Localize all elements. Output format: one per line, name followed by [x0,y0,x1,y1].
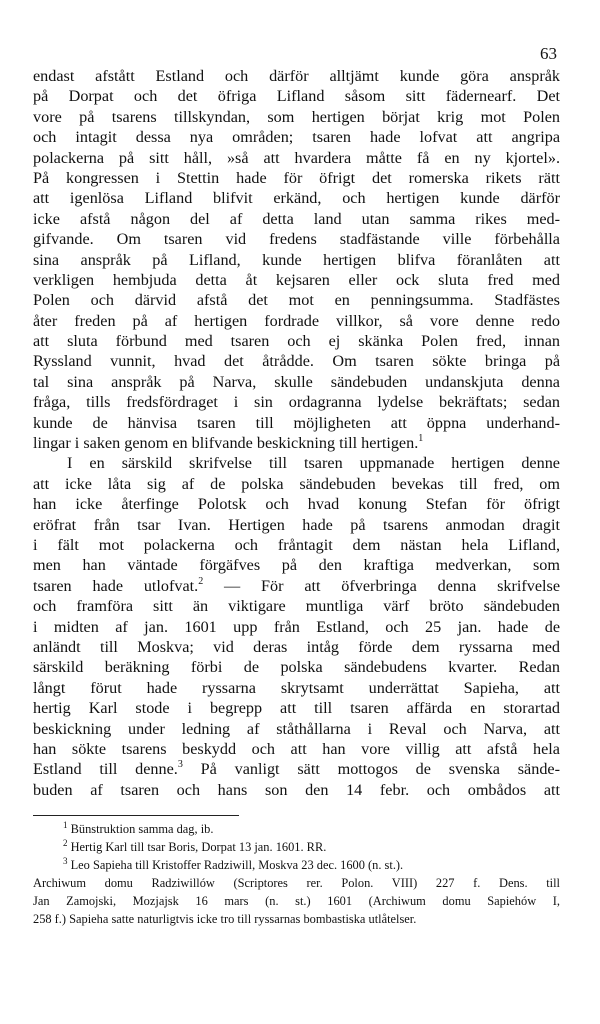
footnote-2 [33,838,560,856]
footnote-text: Bünstruktion samma dag, ib. [70,822,214,836]
text-line: i fält mot polackerna och fråntagit dem nästan hela Lifland, [33,535,560,554]
footnote-ref: 2 [198,575,204,587]
text-segment: lingar i saken genom en blifvande beskickning till hertigen. [33,434,419,453]
text-line: icke afstå någon del af detta land utan samma rikes med- [33,209,560,228]
text-line: vore på tsarens tillskyndan, som hertigen börjat krig mot Polen [33,107,560,126]
text-line: åter freden på af hertigen fordrade villkor, så vore denne redo [33,311,560,330]
text-line: och intagit dessa nya områden; tsaren hade lofvat att angripa [33,128,560,147]
footnote-3-continuation: Archiwum domu Radziwillów (Scriptores rer. Polon. VIII) 227 f. Dens. till [33,876,560,890]
text-line-paragraph-end [33,433,560,453]
text-line: att sluta förbund med tsaren och ej skänka Polen fred, innan [33,332,560,351]
footnote-1 [33,820,560,838]
footnote-text: Hertig Karl till tsar Boris, Dorpat 13 jan. 1601. RR. [70,840,327,854]
text-line: På kongressen i Stettin hade för öfrigt det romerska rikets rätt [33,168,560,187]
text-line: gifvande. Om tsaren vid fredens stadfästande ville förbehålla [33,230,560,249]
text-segment: På vanligt sätt mottogos de svenska sände- [200,760,561,779]
text-line: polackerna på sitt håll, »så att hvardera måtte få en ny kjortel». [33,148,560,167]
text-segment: — För att öfverbringa denna skrifvelse [224,576,560,595]
footnote-3-continuation: Jan Zamojski, Mozjajsk 16 mars (n. st.) 1601 (Archiwum domu Sapiehów I, [33,894,560,908]
text-line: eröfrat från tsar Ivan. Hertigen hade på tsarens anmodan dragit [33,515,560,534]
text-line: särskild beräkning förbi de polska sändebudens kvarter. Redan [33,658,560,677]
text-line: Ryssland vunnit, hvad det åtrådde. Om tsaren sökte bringa på [33,352,560,371]
footnote-ref: 3 [177,759,183,771]
text-line: tal sina anspråk på Narva, skulle sändebuden undanskjuta denna [33,372,560,391]
text-line: anländt till Moskva; vid deras intåg förde dem ryssarna med [33,637,560,656]
text-line: han sökte tsarens beskydd och att han vore villig att afstå hela [33,739,560,758]
text-line: långt förut hade ryssarna skrytsamt underrättat Sapieha, att [33,678,560,697]
text-line: men han väntade förgäfves på den kraftiga medverkan, som [33,556,560,575]
text-line: hertig Karl stode i begrepp att till tsaren affärda en storartad [33,699,560,718]
footnote-text: Leo Sapieha till Kristoffer Radziwill, Moskva 23 dec. 1600 (n. st.). [70,858,404,872]
text-line: att icke låta sig af de polska sändebuden bevekas till fred, om [33,474,560,493]
text-line: sina anspråk på Lifland, kunde hertigen blifva föranlåten att [33,250,560,269]
text-line: att igenlösa Lifland blifvit erkänd, och hertigen kunde därför [33,189,560,208]
footnote-ref: 1 [418,433,424,445]
text-line: fråga, tills fredsfördraget i sin ordagranna lydelse bekräftats; sedan [33,393,560,412]
body-text [33,66,560,800]
text-line: buden af tsaren och hans son den 14 febr. och ombådos att [33,780,560,799]
footnote-mark: 3 [63,856,68,866]
text-line-paragraph-start: I en särskild skrifvelse till tsaren uppmanade hertigen denne [67,454,560,473]
text-line: Polen och därvid afstå det mot en penningsumma. Stadfästes [33,291,560,310]
text-segment: Estland till denne. [33,760,178,779]
text-line [33,759,560,779]
footnote-divider [33,815,239,816]
footnote-3 [33,856,560,874]
text-line: verkligen hembjuda detta åt kejsaren eller ock sluta fred med [33,270,560,289]
page-number: 63 [540,44,557,63]
text-line: endast afstått Estland och därför alltjämt kunde göra anspråk [33,67,560,85]
footnote-3-continuation: 258 f.) Sapieha satte naturligtvis icke tro till ryssarnas bombastiska utlåtelser. [33,912,417,926]
text-line: kunde de hänvisa tsaren till möjligheten att öppna underhand- [33,413,560,432]
footnote-mark: 2 [63,838,68,848]
text-line: beskickning under ledning af ståthållarna i Reval och Narva, att [33,719,560,738]
text-line [33,576,560,596]
text-line: och framföra sitt än viktigare muntliga värf bröto sändebuden [33,597,560,616]
text-line: i midten af jan. 1601 upp från Estland, och 25 jan. hade de [33,617,560,636]
footnote-mark: 1 [63,820,68,830]
text-line: på Dorpat och det öfriga Lifland såsom sitt fädernearf. Det [33,87,560,106]
text-line: han icke återfinge Polotsk och hvad konung Stefan för öfrigt [33,495,560,514]
footnotes [33,820,560,928]
text-segment: tsaren hade utlofvat. [33,576,199,595]
